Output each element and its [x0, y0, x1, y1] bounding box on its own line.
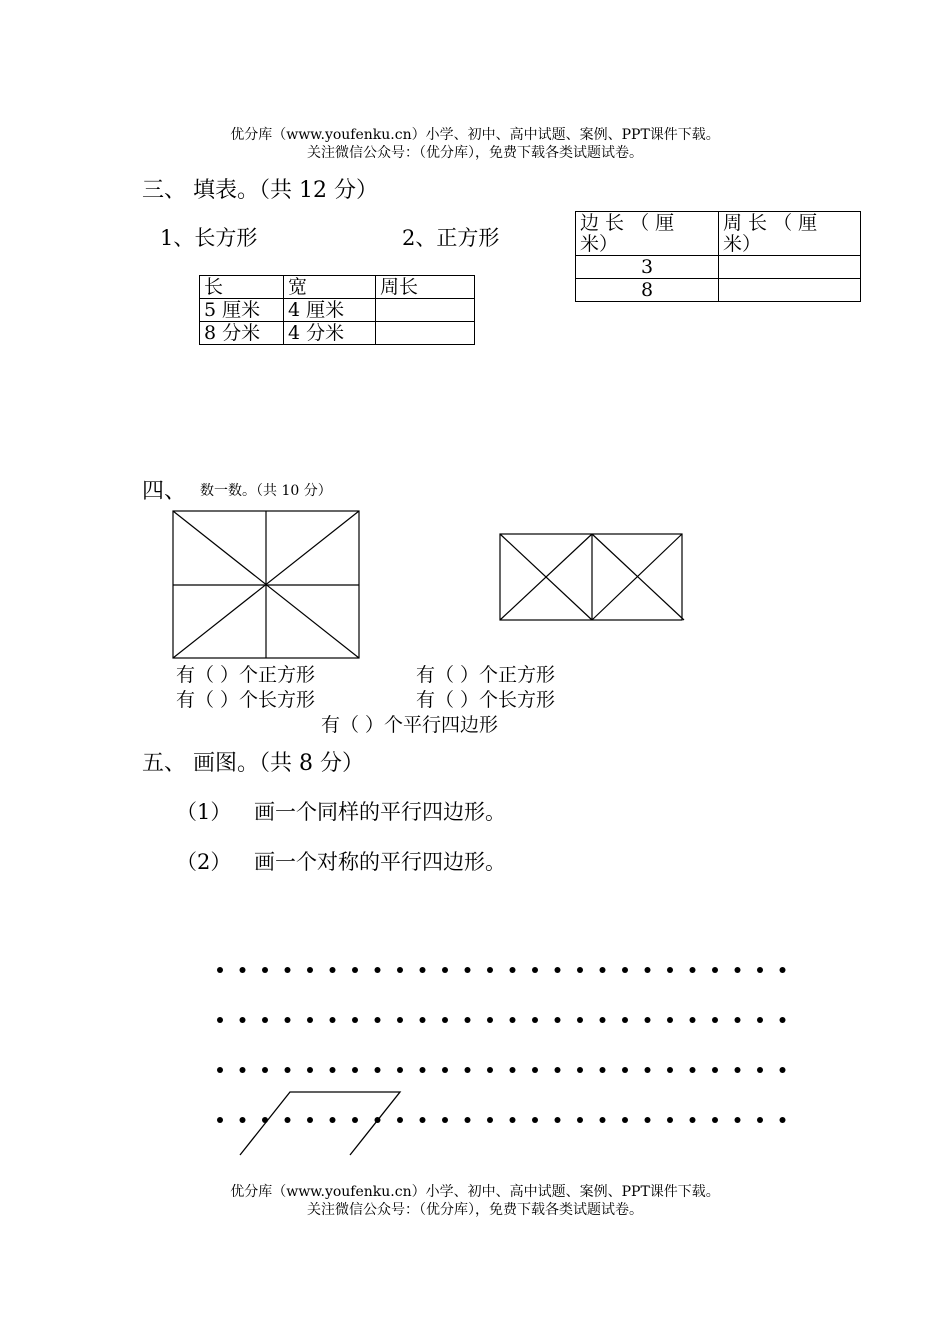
grid-dot: [735, 1117, 741, 1123]
grid-dot: [217, 967, 223, 973]
grid-dot: [442, 1017, 448, 1023]
grid-dot: [532, 967, 538, 973]
item1-text: 画一个同样的平行四边形。: [254, 800, 506, 824]
table-row: [576, 256, 861, 279]
grid-dot: [217, 1117, 223, 1123]
item2-number: （2）: [176, 850, 232, 874]
count-question-right-squares: 有（ ）个正方形: [416, 664, 556, 686]
grid-dot: [262, 1067, 268, 1073]
grid-dot: [330, 1017, 336, 1023]
grid-dot: [420, 967, 426, 973]
grid-dot: [420, 1067, 426, 1073]
count-question-parallelograms: 有（ ）个平行四边形: [321, 714, 499, 736]
table-row: [200, 299, 475, 322]
grid-dot: [645, 1117, 651, 1123]
grid-dot: [307, 967, 313, 973]
grid-dot: [667, 1117, 673, 1123]
sample-parallelogram: [240, 1092, 400, 1155]
table-header-cell: 宽: [284, 276, 376, 299]
square-label: 2、正方形: [402, 226, 500, 250]
table-header-cell: 长: [200, 276, 284, 299]
grid-dot: [600, 1017, 606, 1023]
table-row: [576, 212, 861, 256]
rectangle-table: [199, 275, 475, 345]
grid-dot: [442, 1117, 448, 1123]
grid-dot: [487, 1067, 493, 1073]
grid-dot: [352, 967, 358, 973]
item1-number: （1）: [176, 800, 232, 824]
count-question-right-rectangles: 有（ ）个长方形: [416, 689, 556, 711]
grid-dot: [712, 1117, 718, 1123]
grid-dot: [442, 967, 448, 973]
grid-dot: [285, 1117, 291, 1123]
grid-dot: [555, 1067, 561, 1073]
header-text: 周 长 （ 厘: [723, 212, 818, 234]
grid-dot: [375, 1067, 381, 1073]
footer-line-1: 优分库（www.youfenku.cn）小学、初中、高中试题、案例、PPT课件下载。: [230, 1184, 720, 1200]
table-cell: 4 分米: [284, 322, 376, 345]
table-row: [200, 276, 475, 299]
grid-dot: [510, 967, 516, 973]
grid-dot: [735, 967, 741, 973]
count-question-left-rectangles: 有（ ）个长方形: [176, 689, 316, 711]
grid-dot: [465, 1067, 471, 1073]
grid-dot: [757, 1067, 763, 1073]
grid-dot: [240, 967, 246, 973]
grid-dot: [712, 967, 718, 973]
table-cell: 4 厘米: [284, 299, 376, 322]
grid-dot: [622, 1117, 628, 1123]
header-line-1: 优分库（www.youfenku.cn）小学、初中、高中试题、案例、PPT课件下载。: [230, 127, 720, 143]
grid-dot: [420, 1117, 426, 1123]
grid-dot: [600, 1067, 606, 1073]
grid-dot: [667, 1067, 673, 1073]
item2-text: 画一个对称的平行四边形。: [254, 850, 506, 874]
grid-dot: [780, 967, 786, 973]
answer-cell[interactable]: [719, 279, 861, 302]
grid-dot: [465, 1117, 471, 1123]
grid-dot: [600, 1117, 606, 1123]
table-header-cell: 周长: [376, 276, 475, 299]
grid-dot: [690, 967, 696, 973]
header-text: 米）: [723, 233, 762, 255]
grid-dot: [262, 967, 268, 973]
grid-dot: [667, 967, 673, 973]
grid-dot: [240, 1017, 246, 1023]
grid-dot: [780, 1067, 786, 1073]
grid-dot: [780, 1117, 786, 1123]
grid-dot: [510, 1067, 516, 1073]
grid-dot: [690, 1117, 696, 1123]
figure-two-squares-with-diagonals: [498, 532, 688, 627]
table-row: [576, 279, 861, 302]
grid-dot: [285, 1067, 291, 1073]
grid-dot: [577, 967, 583, 973]
grid-dot: [217, 1017, 223, 1023]
section4-title: 数一数。（共 10 分）: [200, 483, 332, 499]
grid-dot: [285, 1017, 291, 1023]
grid-dot: [397, 967, 403, 973]
grid-dot: [307, 1017, 313, 1023]
grid-dot: [352, 1117, 358, 1123]
grid-dot: [645, 967, 651, 973]
grid-dot: [487, 967, 493, 973]
grid-dot: [555, 1017, 561, 1023]
table-header-cell: [576, 212, 719, 256]
grid-dot: [712, 1067, 718, 1073]
grid-dot: [690, 1067, 696, 1073]
grid-dot: [622, 1067, 628, 1073]
grid-dot: [420, 1017, 426, 1023]
grid-dot: [352, 1067, 358, 1073]
grid-dot: [375, 967, 381, 973]
grid-dot: [600, 967, 606, 973]
grid-dot: [397, 1067, 403, 1073]
grid-dot: [510, 1017, 516, 1023]
grid-dot: [735, 1067, 741, 1073]
grid-dot: [690, 1017, 696, 1023]
section3-title: 三、 填表。（共 12 分）: [142, 178, 378, 203]
grid-dot: [285, 967, 291, 973]
header-text: 米）: [580, 233, 619, 255]
table-cell: 8 分米: [200, 322, 284, 345]
grid-dot: [375, 1017, 381, 1023]
grid-dot: [465, 967, 471, 973]
section5-title: 五、 画图。（共 8 分）: [142, 751, 364, 776]
grid-dot: [757, 967, 763, 973]
grid-dot: [510, 1117, 516, 1123]
grid-dot: [555, 967, 561, 973]
grid-dot: [667, 1017, 673, 1023]
grid-dot: [240, 1117, 246, 1123]
table-row: [200, 322, 475, 345]
answer-cell[interactable]: [376, 299, 475, 322]
grid-dot: [735, 1017, 741, 1023]
table-header-cell: [719, 212, 861, 256]
grid-dot: [622, 967, 628, 973]
grid-dot: [330, 1117, 336, 1123]
answer-cell[interactable]: [376, 322, 475, 345]
grid-dot: [487, 1017, 493, 1023]
grid-dot: [397, 1117, 403, 1123]
grid-dot: [645, 1017, 651, 1023]
grid-dot: [532, 1067, 538, 1073]
grid-dot: [780, 1017, 786, 1023]
grid-dot: [240, 1067, 246, 1073]
section4-number: 四、: [142, 479, 187, 504]
grid-dot: [487, 1117, 493, 1123]
rectangle-label: 1、长方形: [160, 226, 258, 250]
answer-cell[interactable]: [719, 256, 861, 279]
grid-dot: [330, 1067, 336, 1073]
grid-dot: [757, 1017, 763, 1023]
grid-dot: [577, 1017, 583, 1023]
grid-dot: [555, 1117, 561, 1123]
footer-line-2: 关注微信公众号：（优分库），免费下载各类试题试卷。: [307, 1202, 643, 1218]
table-cell: 5 厘米: [200, 299, 284, 322]
figure-rectangle-with-diagonals: [172, 510, 362, 660]
count-question-left-squares: 有（ ）个正方形: [176, 664, 316, 686]
grid-dot: [645, 1067, 651, 1073]
grid-dot: [352, 1017, 358, 1023]
grid-dot: [532, 1117, 538, 1123]
square-table: [575, 211, 861, 302]
grid-dot: [532, 1017, 538, 1023]
table-cell: 3: [576, 256, 719, 279]
table-cell: 8: [576, 279, 719, 302]
grid-dot: [307, 1117, 313, 1123]
grid-dot: [622, 1017, 628, 1023]
grid-dot: [397, 1017, 403, 1023]
grid-dot: [577, 1067, 583, 1073]
grid-dot: [712, 1017, 718, 1023]
grid-dot: [465, 1017, 471, 1023]
header-line-2: 关注微信公众号：（优分库），免费下载各类试题试卷。: [307, 145, 643, 161]
header-text: 边 长 （ 厘: [580, 212, 675, 234]
grid-dot: [577, 1117, 583, 1123]
grid-dot: [757, 1117, 763, 1123]
dot-grid[interactable]: [200, 950, 800, 1170]
grid-dot: [442, 1067, 448, 1073]
grid-dot: [217, 1067, 223, 1073]
grid-dot: [330, 967, 336, 973]
grid-dot: [262, 1017, 268, 1023]
grid-dot: [307, 1067, 313, 1073]
